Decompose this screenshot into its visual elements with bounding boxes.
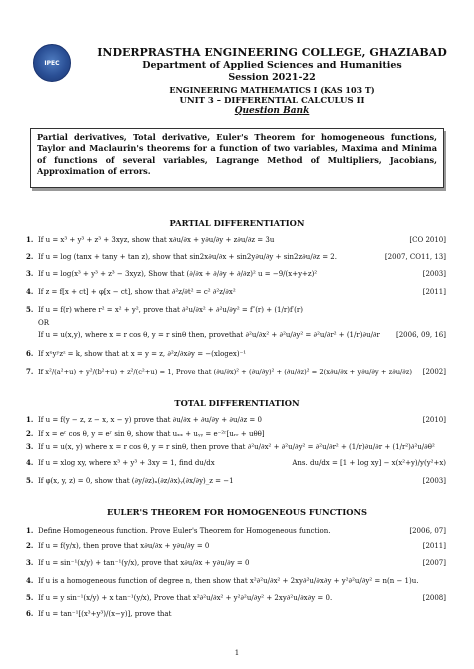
question-row [26,475,446,487]
question-row [26,592,446,604]
question-row [26,525,446,537]
question-text: If u = tan⁻¹[(x³+y³)/(x−y)], prove that [38,610,172,618]
question-number: 6. [26,349,34,358]
question-text: Define Homogeneous function. Prove Euler's Theorem for Homogeneous function. [38,527,331,535]
question-text: If u = u(x, y) where x = r cos θ, y = r sinθ, then prove that ∂²u/∂x² + ∂²u/∂y² = ∂²u/∂r² + (1/r)∂u/∂r + (1/r²)∂²u/∂θ² [38,443,435,451]
question-number: 3. [26,269,34,278]
question-text: If x = eʳ cos θ, y = eʳ sin θ, show that uₓₓ + uᵧᵧ = e⁻²ʳ[uᵣᵣ + uθθ] [38,430,265,438]
question-reference: [2008] [422,594,446,602]
question-row [26,268,446,280]
question-text: If u = log(x³ + y³ + z³ − 3xyz), Show that (∂/∂x + ∂/∂y + ∂/∂z)² u = −9/(x+y+z)² [38,270,318,278]
question-reference: [2011] [422,288,446,296]
question-text: If z = f[x + ct] + φ[x − ct], show that ∂²z/∂t² = c² ∂²z/∂x² [38,288,236,296]
session-label: Session 2021-22 [228,72,316,83]
question-reference: [2003] [422,477,446,485]
question-number: 4. [26,287,34,296]
question-row [26,608,446,620]
question-text: If u = x³ + y³ + z³ + 3xyz, show that x∂u/∂x + y∂u/∂y + z∂u/∂z = 3u [38,236,275,244]
question-text: If u = y sin⁻¹(x/y) + x tan⁻¹(y/x), Prove that x²∂²u/∂x² + y²∂²u/∂y² + 2xy∂²u/∂x∂y = 0. [38,594,333,602]
question-row [26,317,446,329]
question-number: 5. [26,305,34,314]
question-reference: Ans. du/dx = [1 + log xy] − x(x²+y)/y(y²+x) [292,459,446,467]
question-reference: [2007] [422,559,446,567]
question-row [26,286,446,298]
topics-box: Partial derivatives, Total derivative, Euler's Theorem for homogeneous functions, Taylor and Maclaurin's theorems for a function of two variables, Maxima and Minima of functions of several variables, Lagrange Method of Multipliers, Jacobians, Approximation of errors. [30,128,444,188]
page-number: 1 [234,649,240,657]
question-number: 5. [26,593,34,602]
question-text: If φ(x, y, z) = 0, show that (∂y/∂z)ₓ(∂z/∂x)ᵧ(∂x/∂y)_z = −1 [38,477,234,485]
question-reference: [CO 2010] [409,236,446,244]
question-number: 2. [26,429,34,438]
question-number: 7. [26,367,34,376]
college-name: INDERPRASTHA ENGINEERING COLLEGE, GHAZIABAD [97,46,447,59]
question-reference: [2011] [422,542,446,550]
question-text: If u = log (tanx + tany + tan z), show that sin2x∂u/∂x + sin2y∂u/∂y + sin2z∂u/∂z = 2. [38,253,337,261]
question-row [26,414,446,426]
question-text: If u = xlog xy, where x³ + y³ + 3xy = 1, find du/dx [38,459,215,467]
question-number: 1. [26,235,34,244]
question-row [26,540,446,552]
question-row [26,557,446,569]
question-row [26,304,446,316]
question-row [26,348,446,360]
question-text: If u = f(y/x), then prove that x∂u/∂x + y∂u/∂y = 0 [38,542,210,550]
question-reference: [2006, 07] [409,527,446,535]
section-title: EULER'S THEOREM FOR HOMOGENEOUS FUNCTIONS [106,507,368,517]
question-reference: [2007, CO11, 13] [384,253,446,261]
question-text: If xˣyʸzᶻ = k, show that at x = y = z, ∂²z/∂x∂y = −(xlogex)⁻¹ [38,350,247,358]
question-row [26,428,446,440]
question-number: 2. [26,252,34,261]
question-number: 5. [26,476,34,485]
question-number: 1. [26,526,34,535]
section-title: TOTAL DIFFERENTIATION [174,398,300,408]
question-number: 3. [26,442,34,451]
question-text: If x²/(a²+u) + y²/(b²+u) + z²/(c²+u) = 1, Prove that (∂u/∂x)² + (∂u/∂y)² + (∂u/∂z)² = 2(x∂u/∂x + y∂u/∂y + z∂u/∂z) [38,368,412,376]
question-text: OR [38,319,50,327]
question-row [26,251,446,263]
unit-title: UNIT 3 – DIFFERENTIAL CALCULUS II [179,96,365,106]
logo-text: IPEC [44,59,60,67]
question-row [26,234,446,246]
question-row [26,441,446,453]
question-number: 4. [26,458,34,467]
question-number: 4. [26,576,34,585]
question-row [26,575,446,587]
question-number: 3. [26,558,34,567]
section-title: PARTIAL DIFFERENTIATION [169,218,305,228]
question-reference: [2010] [422,416,446,424]
question-number: 1. [26,415,34,424]
question-text: If u = f(y − z, z − x, x − y) prove that ∂u/∂x + ∂u/∂y + ∂u/∂z = 0 [38,416,262,424]
question-text: If u = f(r) where r² = x² + y², prove that ∂²u/∂x² + ∂²u/∂y² = f″(r) + (1/r)f′(r) [38,306,303,314]
question-text: If u = sin⁻¹(x/y) + tan⁻¹(y/x), prove that x∂u/∂x + y∂u/∂y = 0 [38,559,250,567]
question-number: 2. [26,541,34,550]
question-text: If u = u(x,y), where x = r cos θ, y = r sinθ then, provethat ∂²u/∂x² + ∂²u/∂y² = ∂²u/∂r² + (1/r)∂u/∂r [38,331,380,339]
question-row [26,329,446,341]
question-reference: [2006, 09, 16] [396,331,446,339]
question-reference: [2003] [422,270,446,278]
question-reference: [2002] [422,368,446,376]
question-bank-heading: Question Bank [234,106,310,116]
question-row [26,457,446,469]
department-name: Department of Applied Sciences and Humanities [142,60,402,71]
question-row [26,366,446,378]
course-title: ENGINEERING MATHEMATICS I (KAS 103 T) [169,85,375,95]
question-number: 6. [26,609,34,618]
question-text: If u is a homogeneous function of degree n, then show that x²∂²u/∂x² + 2xy∂²u/∂x∂y + y²∂²u/∂y² = n(n − 1)u. [38,577,419,585]
